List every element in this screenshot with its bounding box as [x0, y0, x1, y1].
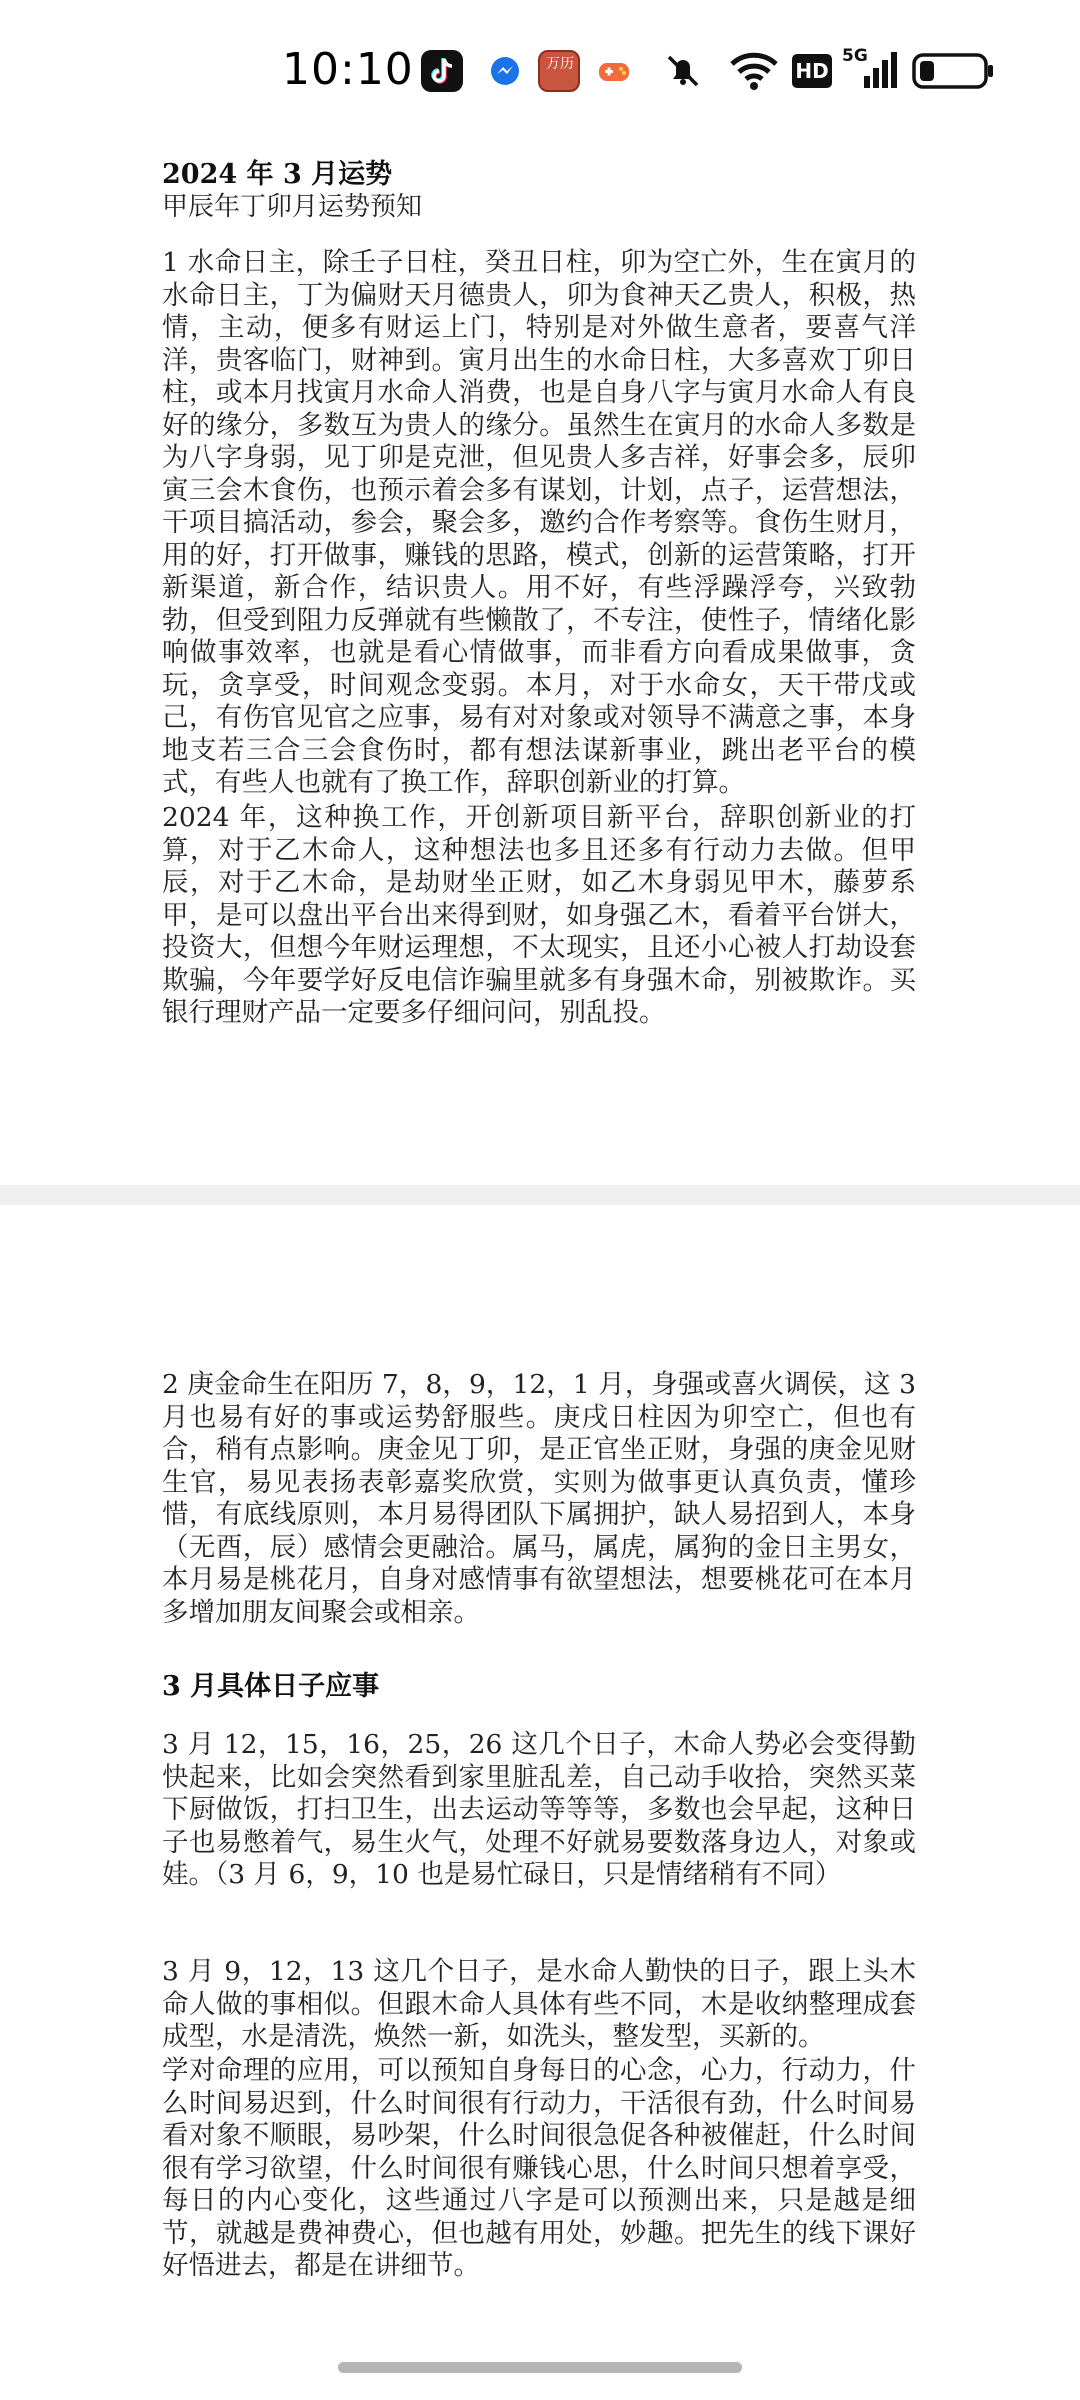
- paragraph-1: 1 水命日主，除壬子日柱，癸丑日柱，卯为空亡外，生在寅月的水命日主，丁为偏财天月德贵人，卯为食神天乙贵人，积极，热情，主动，便多有财运上门，特别是对外做生意者，要喜气洋洋，贵客临门，财神到。寅月出生的水命日柱，大多喜欢丁卯日柱，或本月找寅月水命人消费，也是自身八字与寅月水命人有良好的缘分，多数互为贵人的缘分。虽然生在寅月的水命人多数是为八字身弱，见丁卯是克泄，但见贵人多吉祥，好事会多，辰卯寅三会木食伤，也预示着会多有谋划，计划，点子，运营想法，干项目搞活动，参会，聚会多，邀约合作考察等。食伤生财月，用的好，打开做事，赚钱的思路，模式，创新的运营策略，打开新渠道，新合作，结识贵人。用不好，有些浮躁浮夸，兴致勃勃，但受到阻力反弹就有些懒散了，不专注，使性子，情绪化影响做事效率，也就是看心情做事，而非看方向看成果做事，贪玩，贪享受，时间观念变弱。本月，对于水命女，天干带戊或己，有伤官见官之应事，易有对对象或对领导不满意之事，本身地支若三合三会食伤时，都有想法谋新事业，跳出老平台的模式，有些人也就有了换工作，辞职创新业的打算。: [162, 247, 916, 798]
- network-label: 5G: [842, 46, 868, 66]
- paragraph-4: 3 月 12，15，16，25，26 这几个日子，木命人势必会变得勤快起来，比如会突然看到家里脏乱差，自己动手收拾，突然买菜下厨做饭，打扫卫生，出去运动等等等，多数也会早起，这种日子也易憋着气，易生火气，处理不好就易要数落身边人，对象或娃。（3 月 6，9，10 也是易忙碌日，只是情绪稍有不同）: [162, 1729, 916, 1890]
- 5g-signal-icon: [842, 46, 902, 92]
- paragraph-5: 3 月 9，12，13 这几个日子，是水命人勤快的日子，跟上头木命人做的事相似。但跟木命人具体有些不同，木是收纳整理成套成型，水是清洗，焕然一新，如洗头，整发型，买新的。: [162, 1956, 916, 2052]
- game-icon: [593, 50, 635, 92]
- status-bar: [0, 0, 1080, 140]
- battery-icon: [912, 52, 996, 94]
- document-page-2[interactable]: [0, 1205, 1080, 2400]
- calendar-app-glyph: 万历: [546, 56, 574, 72]
- calendar-app-icon: [538, 50, 580, 92]
- hd-icon: [792, 54, 832, 88]
- document-page-1[interactable]: [0, 140, 1080, 1185]
- messenger-icon: [484, 50, 526, 92]
- wifi-icon: [728, 48, 780, 98]
- paragraph-2: 2024 年，这种换工作，开创新项目新平台，辞职创新业的打算，对于乙木命人，这种想法也多且还多有行动力去做。但甲辰，对于乙木命，是劫财坐正财，如乙木身弱见甲木，藤萝系甲，是可以盘出平台出来得到财，如身强乙木，看着平台饼大，投资大，但想今年财运理想，不太现实，且还小心被人打劫设套欺骗，今年要学好反电信诈骗里就多有身强木命，别被欺诈。买银行理财产品一定要多仔细问问，别乱投。: [162, 802, 916, 1028]
- mute-icon: [660, 48, 706, 98]
- home-indicator[interactable]: [338, 2362, 742, 2373]
- section-heading: 3 月具体日子应事: [162, 1671, 380, 1702]
- tiktok-icon: [421, 50, 463, 92]
- hd-label: HD: [795, 59, 829, 83]
- page-separator: [0, 1185, 1080, 1205]
- status-time: 10:10: [282, 44, 414, 95]
- document-title: 2024 年 3 月运势: [162, 159, 393, 190]
- paragraph-6: 学对命理的应用，可以预知自身每日的心念，心力，行动力，什么时间易迟到，什么时间很有行动力，干活很有劲，什么时间易看对象不顺眼，易吵架，什么时间很急促各种被催赶，什么时间很有学习欲望，什么时间很有赚钱心思，什么时间只想着享受，每日的内心变化，这些通过八字是可以预测出来，只是越是细节，就越是费神费心，但也越有用处，妙趣。把先生的线下课好好悟进去，都是在讲细节。: [162, 2055, 916, 2281]
- document-subtitle: 甲辰年丁卯月运势预知: [162, 192, 423, 222]
- paragraph-3: 2 庚金命生在阳历 7，8，9，12，1 月，身强或喜火调侯，这 3 月也易有好的事或运势舒服些。庚戌日柱因为卯空亡，但也有合，稍有点影响。庚金见丁卯，是正官坐正财，身强的庚金见财生官，易见表扬表彰嘉奖欣赏，实则为做事更认真负责，懂珍惜，有底线原则，本月易得团队下属拥护，缺人易招到人，本身（无酉，辰）感情会更融洽。属马，属虎，属狗的金日主男女，本月易是桃花月，自身对感情事有欲望想法，想要桃花可在本月多增加朋友间聚会或相亲。: [162, 1369, 916, 1628]
